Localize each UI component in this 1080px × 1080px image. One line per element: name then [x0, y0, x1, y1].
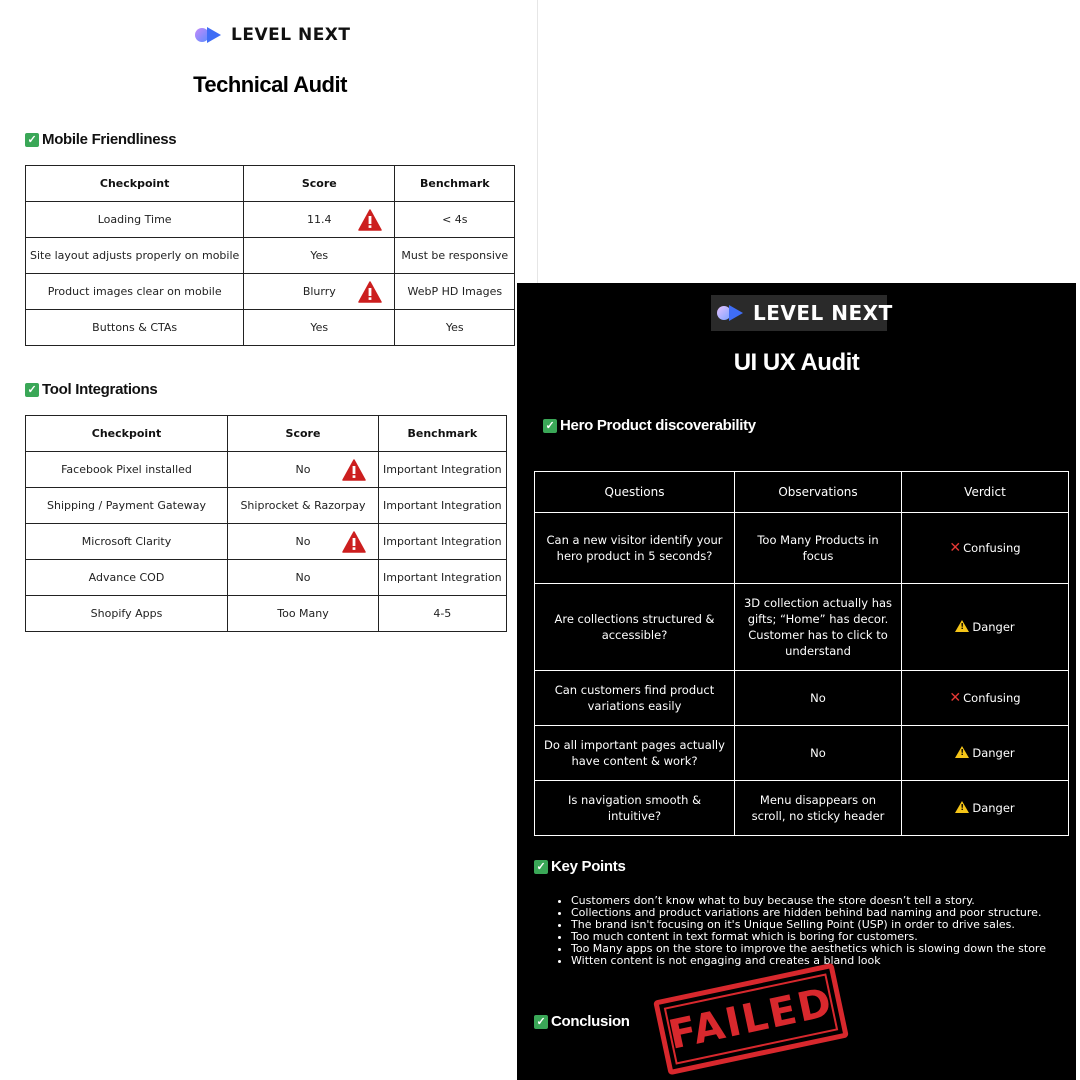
table-row [535, 671, 1069, 726]
tool-integrations-table [25, 415, 507, 632]
check-icon: ✓ [534, 860, 548, 874]
table-row [26, 202, 515, 238]
table-row [535, 513, 1069, 584]
warning-icon [358, 281, 382, 303]
checkpoint-cell: Shipping / Payment Gateway [26, 488, 228, 524]
brand-name: LEVEL NEXT [231, 25, 351, 45]
section-heading-label: Tool Integrations [42, 381, 158, 398]
column-header: Benchmark [379, 416, 507, 452]
question-cell: Can customers find product variations easily [535, 671, 735, 726]
page-title: Technical Audit [193, 72, 347, 97]
checkpoint-cell: Shopify Apps [26, 596, 228, 632]
score-cell: Yes [244, 238, 395, 274]
score-cell: Yes [244, 310, 395, 346]
brand-logo [717, 301, 893, 325]
stamp-text: FAILED [664, 979, 838, 1059]
table-row [535, 726, 1069, 781]
list-item: • Too much content in text format which is boring for customers. [571, 931, 1071, 943]
score-value: Blurry [302, 285, 336, 298]
benchmark-cell: Must be responsive [395, 238, 515, 274]
ui-ux-audit-panel [517, 283, 1076, 1080]
page-divider [537, 0, 538, 283]
check-icon: ✓ [534, 1015, 548, 1029]
verdict-cell [902, 584, 1069, 671]
score-cell: Shiprocket & Razorpay [228, 488, 379, 524]
list-item: • Customers don’t know what to buy because the store doesn’t tell a story. [571, 895, 1071, 907]
checkpoint-cell: Loading Time [26, 202, 244, 238]
checkpoint-cell: Microsoft Clarity [26, 524, 228, 560]
level-next-logo-icon [195, 27, 225, 43]
warning-icon [358, 209, 382, 231]
column-header: Questions [535, 472, 735, 513]
column-header: Checkpoint [26, 416, 228, 452]
benchmark-cell: < 4s [395, 202, 515, 238]
list-item: • Witten content is not engaging and creates a bland look [571, 955, 1071, 967]
check-icon: ✓ [25, 133, 39, 147]
column-header: Verdict [902, 472, 1069, 513]
benchmark-cell: Important Integration [379, 452, 507, 488]
page-title: UI UX Audit [733, 349, 860, 376]
question-cell: Do all important pages actually have content & work? [535, 726, 735, 781]
cross-icon: ✕ [949, 540, 962, 556]
benchmark-cell: WebP HD Images [395, 274, 515, 310]
column-header: Checkpoint [26, 166, 244, 202]
key-points-list [561, 895, 1071, 967]
mobile-friendliness-table [25, 165, 515, 346]
checkpoint-cell: Site layout adjusts properly on mobile [26, 238, 244, 274]
column-header: Benchmark [395, 166, 515, 202]
verdict-cell [902, 781, 1069, 836]
verdict-cell [902, 726, 1069, 781]
verdict-label: Confusing [963, 691, 1021, 705]
section-heading-key-points [534, 858, 626, 875]
table-header-row [26, 166, 515, 202]
observation-cell: Too Many Products in focus [735, 513, 902, 584]
section-heading-label: Hero Product discoverability [560, 417, 756, 434]
observation-cell: 3D collection actually has gifts; “Home” has decor. Customer has to click to understand [735, 584, 902, 671]
checkpoint-cell: Product images clear on mobile [26, 274, 244, 310]
table-header-row [535, 472, 1069, 513]
warning-icon: ! [955, 746, 969, 758]
benchmark-cell: Yes [395, 310, 515, 346]
check-icon: ✓ [25, 383, 39, 397]
score-cell [228, 524, 379, 560]
verdict-cell [902, 671, 1069, 726]
table-row [26, 238, 515, 274]
benchmark-cell: Important Integration [379, 488, 507, 524]
question-cell: Are collections structured & accessible? [535, 584, 735, 671]
ux-audit-table [534, 471, 1069, 836]
failed-stamp [653, 963, 849, 1076]
table-row [535, 584, 1069, 671]
section-heading-label: Conclusion [551, 1013, 630, 1030]
warning-icon: ! [955, 620, 969, 632]
brand-logo [195, 25, 351, 45]
cross-icon: ✕ [949, 690, 962, 706]
column-header: Score [228, 416, 379, 452]
question-cell: Can a new visitor identify your hero product in 5 seconds? [535, 513, 735, 584]
observation-cell: Menu disappears on scroll, no sticky header [735, 781, 902, 836]
table-row [26, 310, 515, 346]
benchmark-cell: 4-5 [379, 596, 507, 632]
warning-icon [342, 459, 366, 481]
table-row [26, 274, 515, 310]
verdict-label: Confusing [963, 541, 1021, 555]
warning-icon: ! [955, 801, 969, 813]
score-cell: No [228, 560, 379, 596]
section-heading-label: Key Points [551, 858, 626, 875]
table-row [26, 488, 507, 524]
list-item: • Too Many apps on the store to improve the aesthetics which is slowing down the store [571, 943, 1071, 955]
list-item: • Collections and product variations are hidden behind bad naming and poor structure. [571, 907, 1071, 919]
verdict-cell [902, 513, 1069, 584]
score-cell [244, 202, 395, 238]
table-row [26, 524, 507, 560]
score-value: 11.4 [307, 213, 332, 226]
table-row [535, 781, 1069, 836]
table-row [26, 560, 507, 596]
column-header: Score [244, 166, 395, 202]
score-cell [244, 274, 395, 310]
observation-cell: No [735, 726, 902, 781]
brand-name: LEVEL NEXT [753, 301, 893, 325]
section-heading-label: Mobile Friendliness [42, 131, 177, 148]
checkpoint-cell: Facebook Pixel installed [26, 452, 228, 488]
table-row [26, 452, 507, 488]
benchmark-cell: Important Integration [379, 560, 507, 596]
section-heading-hero-product [543, 417, 756, 434]
table-header-row [26, 416, 507, 452]
verdict-label: Danger [972, 746, 1015, 760]
checkpoint-cell: Buttons & CTAs [26, 310, 244, 346]
column-header: Observations [735, 472, 902, 513]
level-next-logo-icon [717, 305, 747, 321]
score-value: No [295, 535, 311, 548]
checkpoint-cell: Advance COD [26, 560, 228, 596]
section-heading-tool-integrations [25, 381, 157, 398]
score-cell: Too Many [228, 596, 379, 632]
verdict-label: Danger [972, 620, 1015, 634]
check-icon: ✓ [543, 419, 557, 433]
verdict-label: Danger [972, 801, 1015, 815]
benchmark-cell: Important Integration [379, 524, 507, 560]
score-cell [228, 452, 379, 488]
table-row [26, 596, 507, 632]
list-item: • The brand isn't focusing on it's Unique Selling Point (USP) in order to drive sales. [571, 919, 1071, 931]
observation-cell: No [735, 671, 902, 726]
section-heading-conclusion [534, 1013, 630, 1030]
score-value: No [295, 463, 311, 476]
section-heading-mobile-friendliness [25, 131, 176, 148]
warning-icon [342, 531, 366, 553]
question-cell: Is navigation smooth & intuitive? [535, 781, 735, 836]
